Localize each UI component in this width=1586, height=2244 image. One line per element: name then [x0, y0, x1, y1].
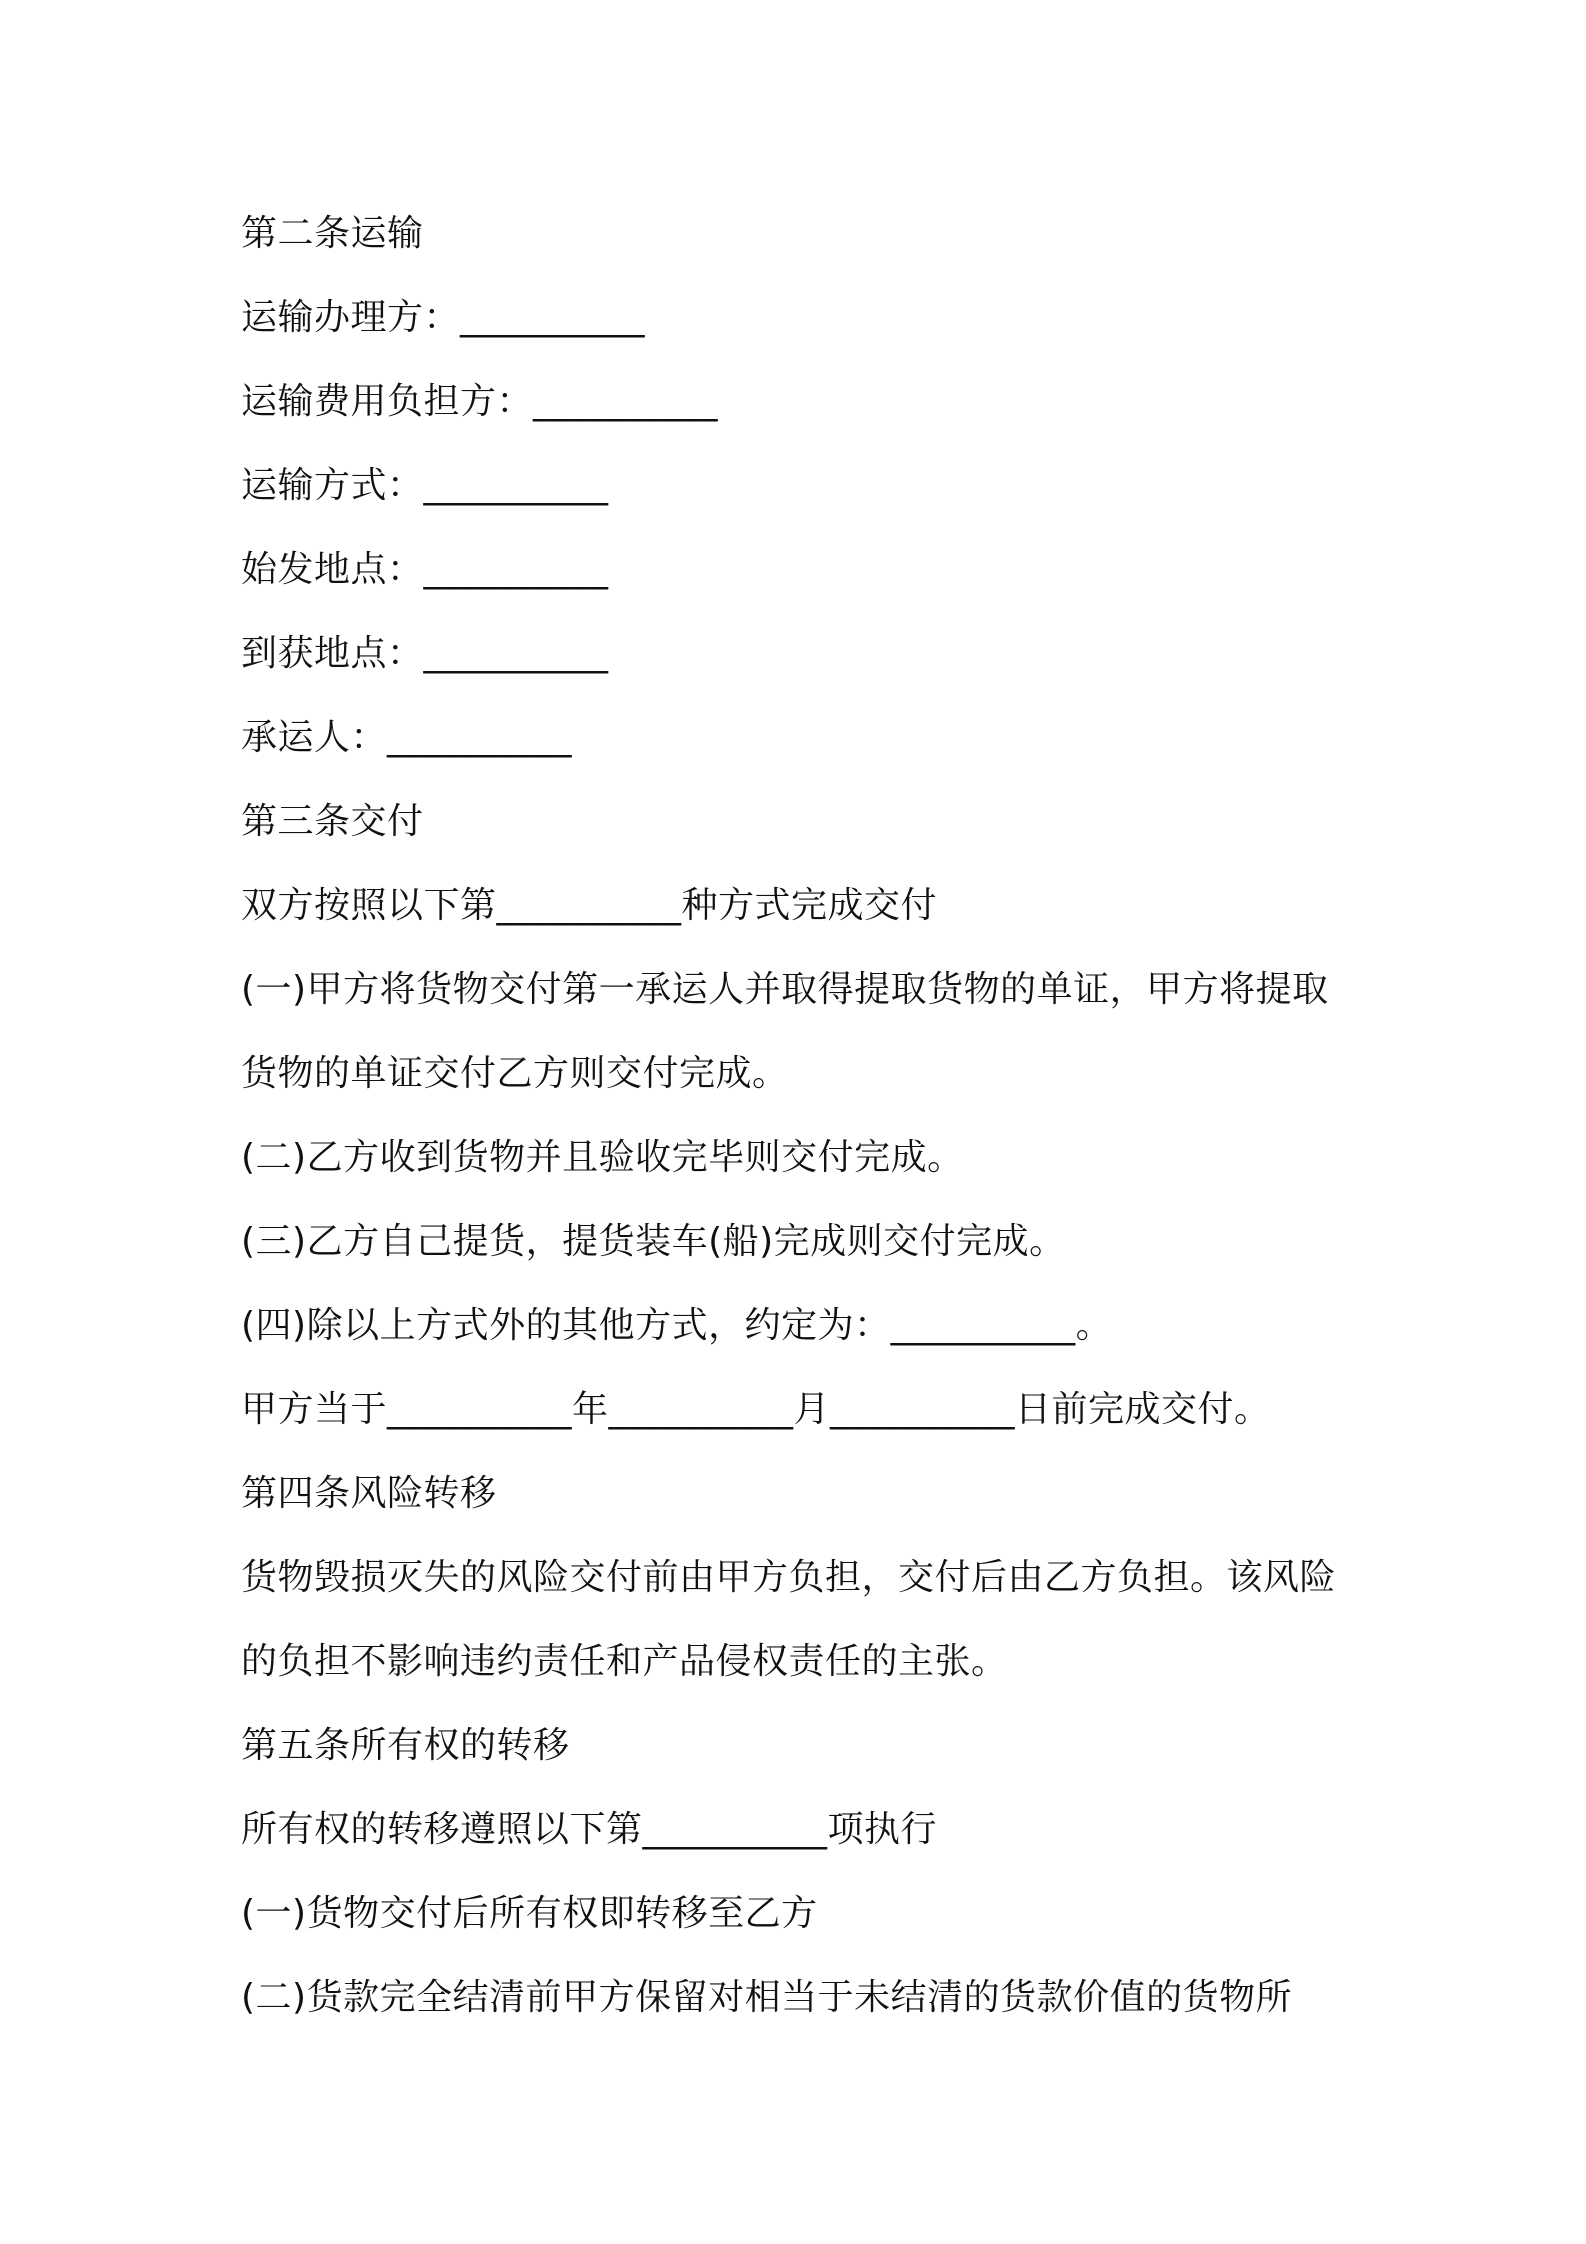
ownership-option-2-line: (二)货款完全结清前甲方保留对相当于未结清的货款价值的货物所 [241, 1977, 1293, 2018]
transport-handler-line: 运输办理方：__________ [241, 297, 646, 338]
destination-location-line: 到获地点：__________ [241, 633, 609, 674]
transport-cost-bearer-line: 运输费用负担方：__________ [241, 381, 719, 422]
risk-transfer-line-a: 货物毁损灭失的风险交付前由甲方负担，交付后由乙方负担。该风险 [241, 1557, 1337, 1598]
delivery-method-line: 双方按照以下第__________种方式完成交付 [241, 885, 938, 926]
section-heading-ownership-transfer: 第五条所有权的转移 [241, 1725, 570, 1766]
transport-method-line: 运输方式：__________ [241, 465, 609, 506]
section-heading-transport: 第二条运输 [241, 213, 424, 254]
ownership-transfer-line: 所有权的转移遵照以下第__________项执行 [241, 1809, 938, 1850]
section-heading-risk-transfer: 第四条风险转移 [241, 1473, 497, 1514]
document-body [241, 192, 1361, 2040]
carrier-line: 承运人：__________ [241, 717, 573, 758]
risk-transfer-line-b: 的负担不影响违约责任和产品侵权责任的主张。 [241, 1641, 1008, 1682]
origin-location-line: 始发地点：__________ [241, 549, 609, 590]
delivery-option-1-line-a: (一)甲方将货物交付第一承运人并取得提取货物的单证，甲方将提取 [241, 969, 1329, 1010]
delivery-date-line: 甲方当于__________年__________月__________日前完成交付。 [241, 1389, 1271, 1430]
delivery-option-1-line-b: 货物的单证交付乙方则交付完成。 [241, 1053, 789, 1094]
ownership-option-1-line: (一)货物交付后所有权即转移至乙方 [241, 1893, 818, 1934]
section-heading-delivery: 第三条交付 [241, 801, 424, 842]
delivery-option-2-line: (二)乙方收到货物并且验收完毕则交付完成。 [241, 1137, 964, 1178]
delivery-option-4-line: (四)除以上方式外的其他方式，约定为：__________。 [241, 1305, 1113, 1346]
delivery-option-3-line: (三)乙方自己提货，提货装车(船)完成则交付完成。 [241, 1221, 1066, 1262]
